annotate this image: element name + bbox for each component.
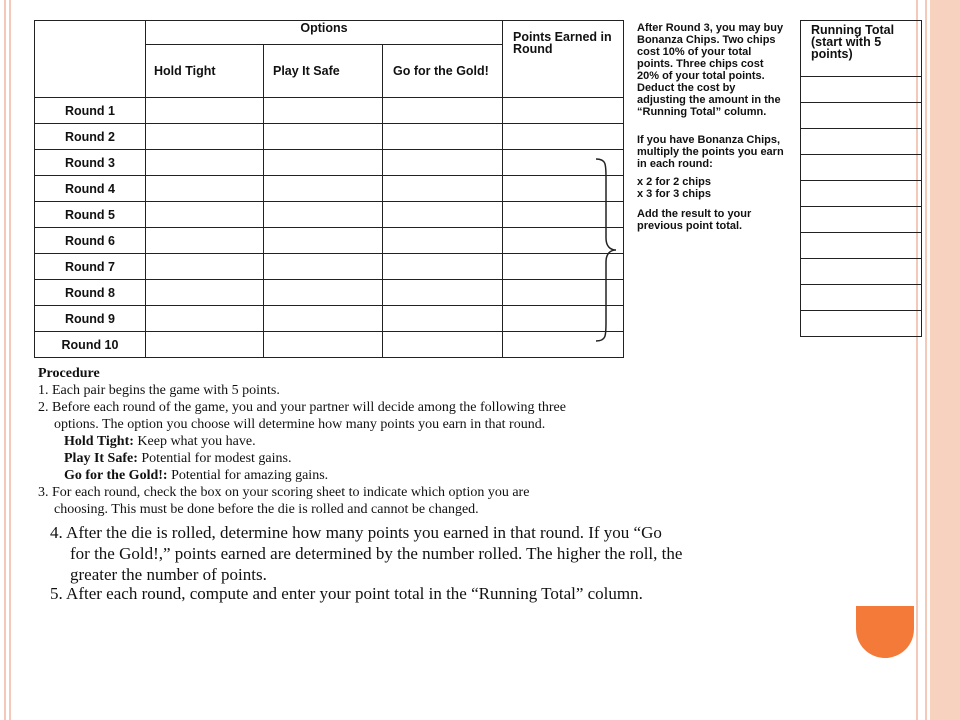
go-for-gold-checkbox[interactable] [383, 150, 503, 176]
go-for-gold-header: Go for the Gold! [383, 45, 503, 98]
round-label: Round 5 [35, 202, 146, 228]
hold-tight-checkbox[interactable] [146, 150, 264, 176]
points-earned-cell[interactable] [503, 124, 624, 150]
table-row [35, 124, 624, 150]
play-it-safe-checkbox[interactable] [264, 98, 383, 124]
option-go-for-gold [38, 467, 818, 484]
step-3-line-1: 3. For each round, check the box on your scoring sheet to indicate which option you are [38, 485, 530, 500]
step-2-line-2: options. The option you choose will determine how many points you earn in that round. [54, 417, 546, 432]
options-header: Options [146, 21, 503, 45]
add-result-text: Add the result to your previous point total. [637, 208, 752, 232]
go-for-gold-checkbox[interactable] [383, 124, 503, 150]
scoring-table [34, 20, 624, 358]
running-total-cell[interactable] [801, 259, 922, 285]
round-label: Round 4 [35, 176, 146, 202]
multiplier-3-text: x 3 for 3 chips [637, 188, 711, 200]
points-earned-cell[interactable] [503, 98, 624, 124]
option-description: Potential for modest gains. [137, 451, 292, 466]
hold-tight-checkbox[interactable] [146, 254, 264, 280]
step-1: 1. Each pair begins the game with 5 points. [38, 383, 280, 398]
table-row [35, 332, 624, 358]
round-label: Round 6 [35, 228, 146, 254]
running-total-cell[interactable] [801, 103, 922, 129]
go-for-gold-checkbox[interactable] [383, 280, 503, 306]
hold-tight-checkbox[interactable] [146, 176, 264, 202]
right-decor-line-2 [925, 0, 927, 720]
option-label: Hold Tight: [64, 434, 134, 449]
table-row [35, 202, 624, 228]
play-it-safe-checkbox[interactable] [264, 202, 383, 228]
go-for-gold-checkbox[interactable] [383, 254, 503, 280]
table-row [35, 254, 624, 280]
round-label: Round 3 [35, 150, 146, 176]
right-decor-band [930, 0, 960, 720]
go-for-gold-checkbox[interactable] [383, 202, 503, 228]
option-description: Potential for amazing gains. [167, 468, 329, 483]
play-it-safe-checkbox[interactable] [264, 150, 383, 176]
multiplier-2-text: x 2 for 2 chips [637, 176, 711, 188]
option-description: Keep what you have. [133, 434, 256, 449]
running-total-table [800, 20, 922, 337]
round-label: Round 10 [35, 332, 146, 358]
procedure-heading: Procedure [38, 366, 100, 381]
hold-tight-checkbox[interactable] [146, 228, 264, 254]
round-label: Round 2 [35, 124, 146, 150]
running-total-cell[interactable] [801, 207, 922, 233]
go-for-gold-checkbox[interactable] [383, 176, 503, 202]
go-for-gold-checkbox[interactable] [383, 98, 503, 124]
go-for-gold-checkbox[interactable] [383, 228, 503, 254]
step-4 [50, 522, 910, 585]
table-row [35, 150, 624, 176]
hold-tight-checkbox[interactable] [146, 306, 264, 332]
running-total-cell[interactable] [801, 129, 922, 155]
table-row [35, 306, 624, 332]
running-total-header: Running Total (start with 5 points) [801, 21, 922, 77]
left-decor-line [4, 0, 6, 720]
table-row [35, 228, 624, 254]
table-row [35, 280, 624, 306]
option-hold-tight [38, 433, 818, 450]
play-it-safe-checkbox[interactable] [264, 228, 383, 254]
play-it-safe-header: Play It Safe [264, 45, 383, 98]
option-play-it-safe [38, 450, 818, 467]
bonanza-multiply-text: If you have Bonanza Chips, multiply the points you earn in each round: [637, 134, 784, 170]
step-4-line-1: 4. After the die is rolled, determine how many points you earned in that round. If you “Go [50, 523, 662, 542]
step-5: 5. After each round, compute and enter your point total in the “Running Total” column. [50, 584, 643, 603]
table-row [35, 98, 624, 124]
bonanza-instructions [637, 22, 787, 244]
table-row [35, 176, 624, 202]
option-label: Play It Safe: [64, 451, 138, 466]
curly-brace-icon [594, 158, 618, 342]
left-decor-line-2 [9, 0, 11, 720]
running-total-cell[interactable] [801, 285, 922, 311]
round-label: Round 1 [35, 98, 146, 124]
step-3-line-2: choosing. This must be done before the die is rolled and cannot be changed. [54, 502, 479, 517]
round-label: Round 8 [35, 280, 146, 306]
play-it-safe-checkbox[interactable] [264, 254, 383, 280]
play-it-safe-checkbox[interactable] [264, 332, 383, 358]
hold-tight-checkbox[interactable] [146, 332, 264, 358]
round-label: Round 9 [35, 306, 146, 332]
option-label: Go for the Gold!: [64, 468, 168, 483]
procedure-section [38, 365, 818, 518]
hold-tight-checkbox[interactable] [146, 280, 264, 306]
table-corner [35, 21, 146, 98]
play-it-safe-checkbox[interactable] [264, 280, 383, 306]
hold-tight-header: Hold Tight [146, 45, 264, 98]
running-total-cell[interactable] [801, 155, 922, 181]
running-total-cell[interactable] [801, 311, 922, 337]
go-for-gold-checkbox[interactable] [383, 306, 503, 332]
step-4-line-2: for the Gold!,” points earned are determined by the number rolled. The higher the roll, the [70, 544, 683, 563]
running-total-cell[interactable] [801, 181, 922, 207]
round-label: Round 7 [35, 254, 146, 280]
play-it-safe-checkbox[interactable] [264, 176, 383, 202]
running-total-cell[interactable] [801, 233, 922, 259]
bonanza-cost-text: After Round 3, you may buy Bonanza Chips. Two chips cost 10% of your total points. Three chips cost 20% of your total points. Deduct the cost by adjusting the amount in the “Running Total” column. [637, 22, 784, 118]
running-total-cell[interactable] [801, 77, 922, 103]
hold-tight-checkbox[interactable] [146, 98, 264, 124]
points-earned-header: Points Earned in Round [503, 21, 624, 98]
step-4-line-3: greater the number of points. [70, 565, 267, 584]
hold-tight-checkbox[interactable] [146, 124, 264, 150]
step-2-line-1: 2. Before each round of the game, you and your partner will decide among the following three [38, 400, 566, 415]
hold-tight-checkbox[interactable] [146, 202, 264, 228]
play-it-safe-checkbox[interactable] [264, 306, 383, 332]
play-it-safe-checkbox[interactable] [264, 124, 383, 150]
go-for-gold-checkbox[interactable] [383, 332, 503, 358]
